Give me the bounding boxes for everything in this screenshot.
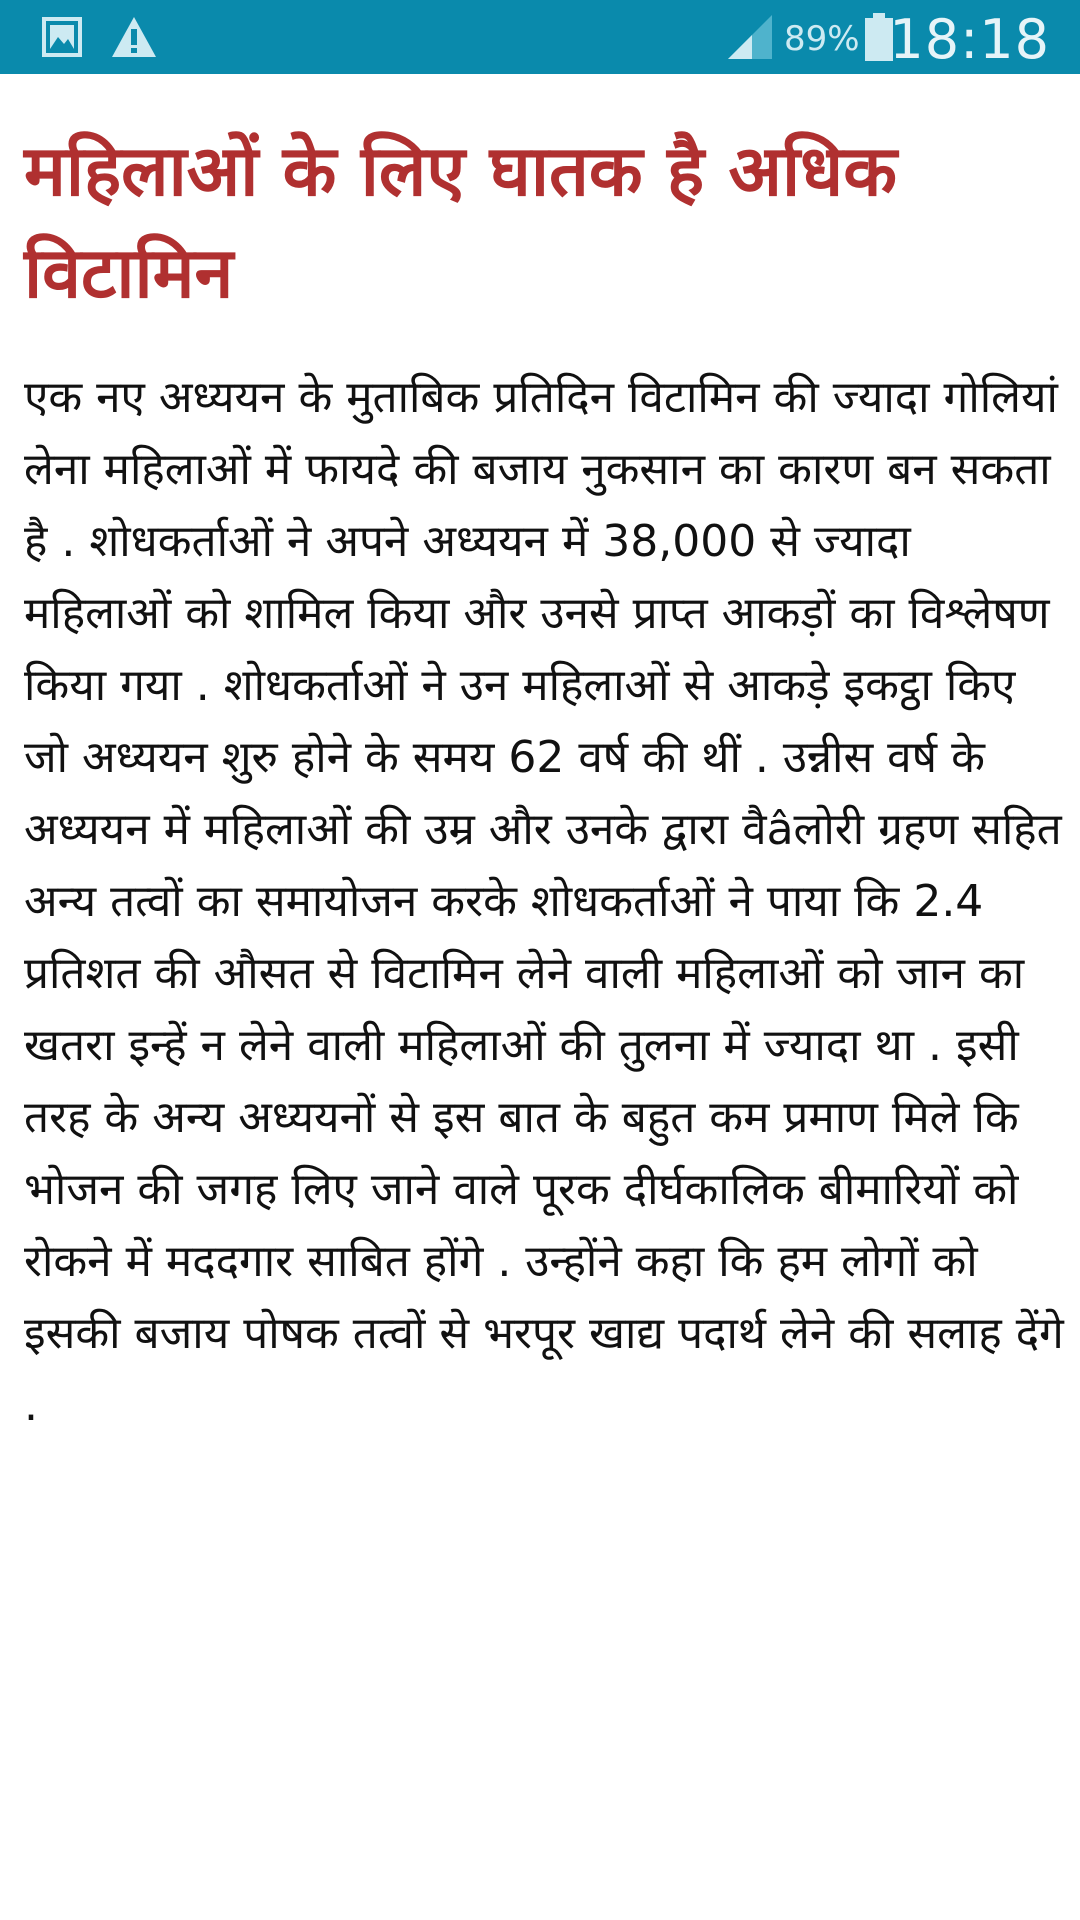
gallery-icon xyxy=(36,0,88,74)
article-title: महिलाओं के लिए घातक है अधिक विटामिन xyxy=(24,130,897,314)
article-body: एक नए अध्ययन के मुताबिक प्रतिदिन विटामिन की ज्यादा गोलियां लेना महिलाओं में फायदे की बजाय नुकसान का कारण बन सकता है . शोधकर्ताओं ने अपने अध्ययन में 38,000 से ज्यादा महिलाओं को शामिल किया और उनसे प्राप्त आकड़ों का विश्लेषण किया गया . शोधकर्ताओं ने उन महिलाओं से आकड़े इकट्ठा किए जो अध्ययन शुरु होने के समय 62 वर्ष की थीं . उन्नीस वर्ष के अध्ययन में महिलाओं की उम्र और उनके द्वारा वैâलोरी ग्रहण सहित अन्य तत्वों का समायोजन करके शोधकर्ताओं ने पाया कि 2.4 प्रतिशत की औसत से विटामिन लेने वाली महिलाओं को जान का खतरा इन्हें न लेने वाली महिलाओं की तुलना में ज्यादा था . इसी तरह के अन्य अध्ययनों से इस बात के बहुत कम प्रमाण मिले कि भोजन की जगह लिए जाने वाले पूरक दीर्घकालिक बीमारियों को रोकने में मददगार साबित होंगे . उन्होंने कहा कि हम लोगों को इसकी बजाय पोषक तत्वों से भरपूर खाद्य पदार्थ लेने की सलाह देंगे . xyxy=(24,372,1064,1431)
status-bar xyxy=(0,0,1080,74)
signal-icon xyxy=(718,0,778,74)
battery-percent: 89% xyxy=(784,19,860,59)
clock: 18:18 xyxy=(889,8,1050,71)
warning-icon xyxy=(104,0,164,74)
article xyxy=(24,120,1064,1442)
